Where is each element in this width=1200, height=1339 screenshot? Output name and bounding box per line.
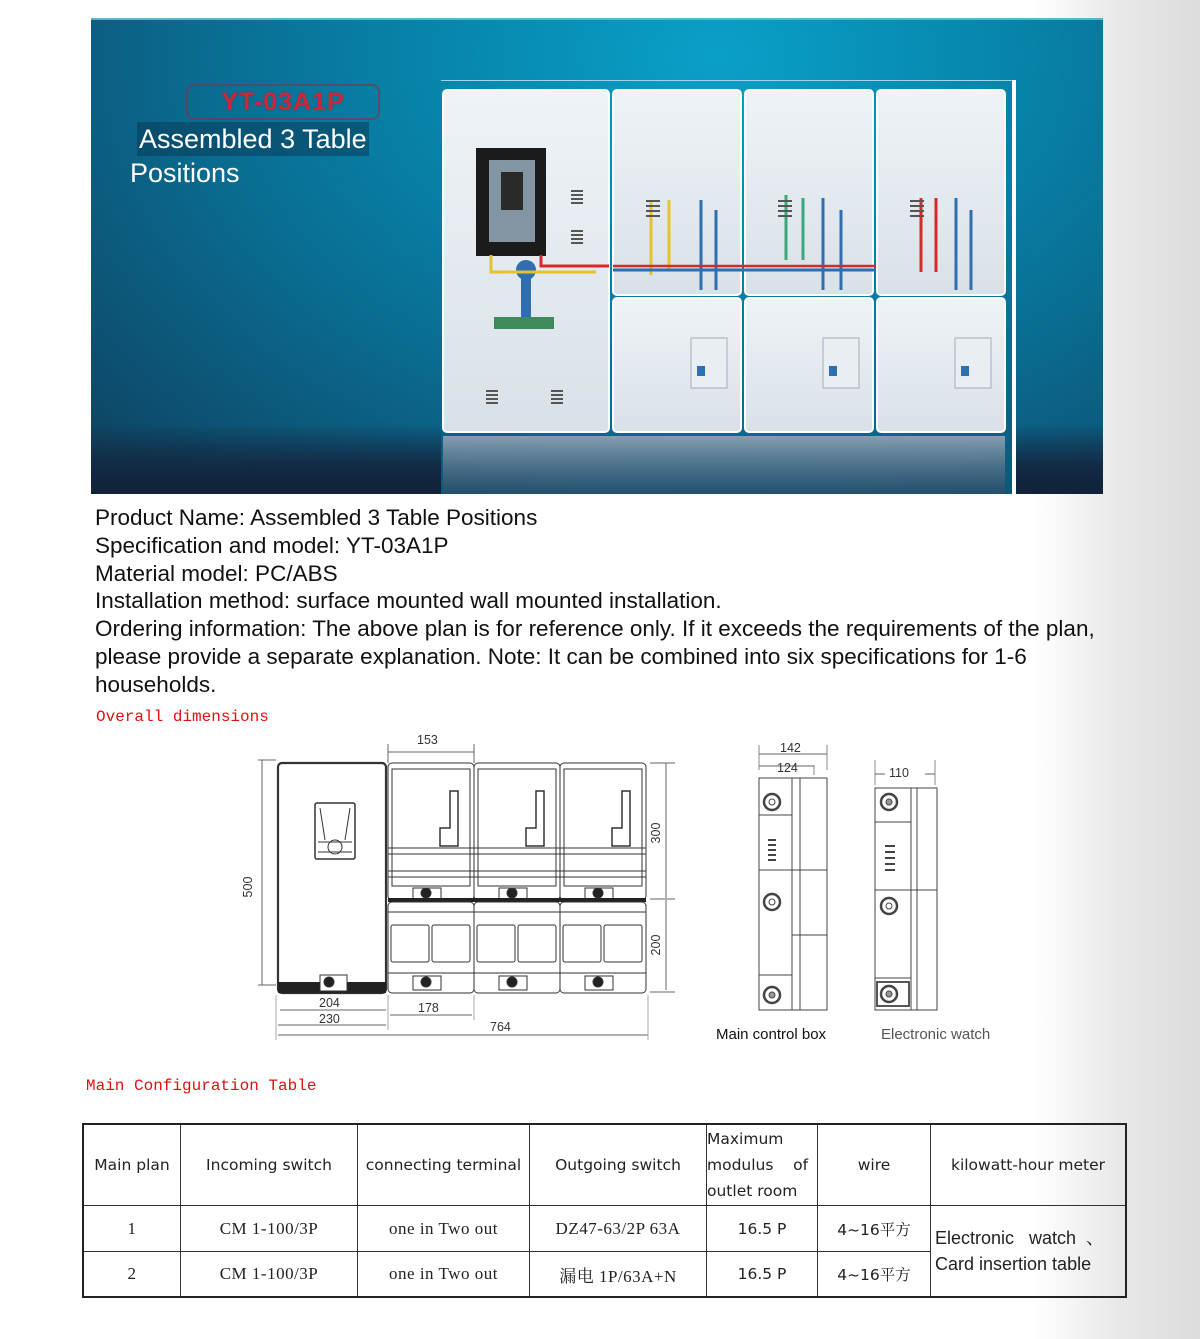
electronic-watch-side-drawing xyxy=(865,760,955,1015)
cell-wire: 4~16平方 xyxy=(818,1206,931,1252)
cell-plan: 2 xyxy=(83,1252,181,1298)
main-control-box-photo xyxy=(443,90,609,432)
cell-modulus: 16.5 P xyxy=(707,1252,818,1298)
header-connecting-terminal: connecting terminal xyxy=(358,1124,530,1206)
spec-ordering: Ordering information: The above plan is for reference only. If it exceeds the requirements of the plan, please provide a separate explanation. Note: It can be combined into six specifications for 1-6 households. xyxy=(95,616,1095,697)
dim-main-width: 230 xyxy=(319,1012,340,1026)
config-table xyxy=(82,1123,1127,1298)
front-view-drawing xyxy=(240,730,680,1040)
dim-upper-height: 300 xyxy=(649,822,663,844)
spec-product-name: Product Name: Assembled 3 Table Positions xyxy=(95,505,538,530)
header-max-modulus-line2: modulus of xyxy=(707,1156,809,1174)
hero-title-line2: Positions xyxy=(130,158,240,188)
dim-main-inner-width: 204 xyxy=(319,996,340,1010)
config-table-title: Main Configuration Table xyxy=(86,1077,317,1095)
hero-floor-shadow-right xyxy=(1016,424,1103,494)
spec-list xyxy=(95,504,1115,699)
hero-top-border xyxy=(91,18,1103,20)
cell-terminal: one in Two out xyxy=(358,1252,530,1298)
cell-terminal: one in Two out xyxy=(358,1206,530,1252)
dim-watch-depth: 110 xyxy=(889,766,909,780)
header-max-modulus-line1: Maximum xyxy=(707,1130,784,1148)
cell-outgoing: 漏电 1P/63A+N xyxy=(530,1252,707,1298)
meter-box-photo-1 xyxy=(613,90,741,432)
dim-unit-width: 178 xyxy=(418,1001,439,1015)
cell-kwh-meter xyxy=(931,1206,1127,1298)
hero-floor-shadow xyxy=(91,424,441,494)
spec-model: Specification and model: YT-03A1P xyxy=(95,532,449,558)
meter-box-photo-3 xyxy=(877,90,1005,432)
dim-total-height: 500 xyxy=(241,876,255,898)
electronic-watch-caption: Electronic watch xyxy=(881,1026,991,1043)
main-control-box-side-drawing xyxy=(740,740,840,1015)
table-row xyxy=(83,1206,1126,1252)
dim-main-depth-inner: 124 xyxy=(777,761,798,775)
header-incoming-switch: Incoming switch xyxy=(181,1124,358,1206)
cell-incoming: CM 1-100/3P xyxy=(181,1252,358,1298)
spec-material: Material model: PC/ABS xyxy=(95,560,338,586)
header-main-plan: Main plan xyxy=(83,1124,181,1206)
model-badge: YT-03A1P xyxy=(186,84,380,120)
dimensions-title: Overall dimensions xyxy=(96,708,269,726)
dim-main-depth-outer: 142 xyxy=(780,741,801,755)
cell-wire: 4~16平方 xyxy=(818,1252,931,1298)
header-max-modulus-line3: outlet room xyxy=(707,1182,798,1200)
spec-installation: Installation method: surface mounted wall mounted installation. xyxy=(95,588,722,614)
header-wire: wire xyxy=(818,1124,931,1206)
dim-lower-height: 200 xyxy=(649,934,663,956)
table-header-row xyxy=(83,1124,1126,1206)
photo-reflection xyxy=(443,436,1005,494)
kwh-meter-line1: Electronic watch 、 xyxy=(935,1228,1105,1248)
header-kwh-meter: kilowatt-hour meter xyxy=(931,1124,1127,1206)
header-max-modulus xyxy=(707,1124,818,1206)
dim-total-width: 764 xyxy=(490,1020,511,1034)
header-outgoing-switch: Outgoing switch xyxy=(530,1124,707,1206)
kwh-meter-line2: Card insertion table xyxy=(935,1254,1092,1274)
cell-modulus: 16.5 P xyxy=(707,1206,818,1252)
cell-plan: 1 xyxy=(83,1206,181,1252)
photo-top-line xyxy=(441,80,1012,81)
dim-meter-width: 153 xyxy=(417,733,438,747)
product-photo xyxy=(441,80,1016,494)
hero-banner xyxy=(91,18,1103,494)
main-control-box-caption: Main control box xyxy=(716,1026,827,1043)
cell-incoming: CM 1-100/3P xyxy=(181,1206,358,1252)
cell-outgoing: DZ47-63/2P 63A xyxy=(530,1206,707,1252)
hero-title-line1: Assembled 3 Table xyxy=(139,124,367,154)
